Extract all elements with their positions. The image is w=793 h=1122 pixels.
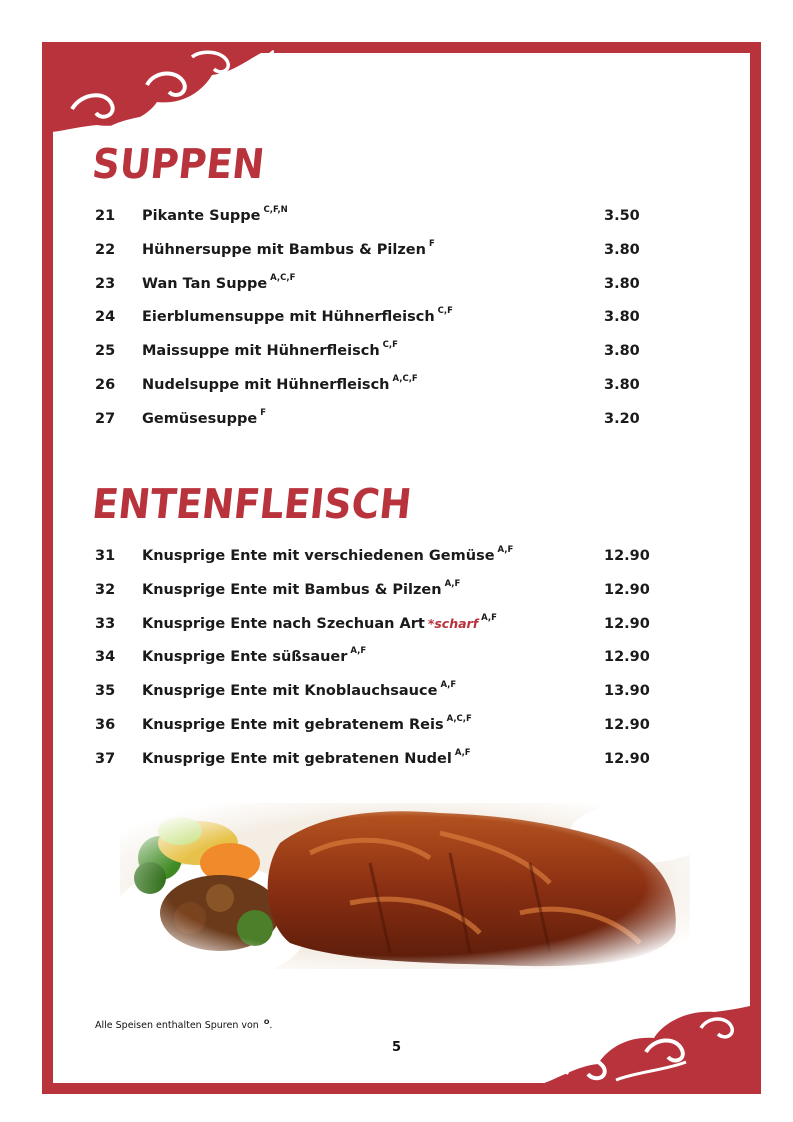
item-price: 3.80 bbox=[604, 241, 640, 258]
item-name-wrap bbox=[142, 306, 453, 326]
item-name: Knusprige Ente süßsauer bbox=[142, 649, 348, 666]
item-number: 25 bbox=[95, 343, 116, 360]
item-price: 3.80 bbox=[604, 309, 640, 326]
allergen-codes: F bbox=[428, 238, 435, 249]
item-name-wrap bbox=[142, 373, 418, 393]
allergen-codes: A,C,F bbox=[392, 373, 418, 384]
section-title-suppen: SUPPEN bbox=[90, 140, 267, 188]
spicy-note: *scharf bbox=[427, 615, 479, 631]
item-name-wrap bbox=[142, 545, 514, 564]
item-number: 36 bbox=[95, 716, 116, 733]
item-price: 12.90 bbox=[604, 615, 650, 632]
item-number: 35 bbox=[95, 683, 116, 700]
item-price: 12.90 bbox=[604, 649, 650, 666]
item-name-wrap bbox=[142, 713, 472, 733]
menu-item bbox=[95, 373, 655, 407]
menu-item bbox=[95, 339, 655, 373]
item-price: 3.80 bbox=[604, 376, 640, 393]
cloud-ornament-icon bbox=[52, 47, 274, 132]
menu-item bbox=[95, 238, 655, 272]
item-name: Knusprige Ente mit gebratenen Nudel bbox=[142, 750, 452, 767]
item-name: Nudelsuppe mit Hühnerfleisch bbox=[142, 376, 390, 393]
item-name-wrap bbox=[142, 646, 367, 666]
footnote-text: Alle Speisen enthalten Spuren von bbox=[95, 1020, 259, 1031]
item-name-wrap bbox=[142, 340, 398, 360]
item-number: 27 bbox=[95, 410, 116, 427]
menu-item bbox=[95, 305, 655, 339]
item-name-wrap bbox=[142, 578, 461, 598]
item-price: 12.90 bbox=[604, 716, 650, 733]
menu-item bbox=[95, 407, 655, 441]
allergen-codes: F bbox=[260, 407, 266, 418]
menu-section-entenfleisch bbox=[95, 544, 655, 781]
item-number: 31 bbox=[95, 548, 116, 564]
item-name: Knusprige Ente mit Bambus & Pilzen bbox=[142, 581, 442, 598]
item-name: Hühnersuppe mit Bambus & Pilzen bbox=[142, 241, 426, 258]
item-name-wrap bbox=[142, 238, 435, 258]
page-number: 5 bbox=[392, 1040, 402, 1055]
item-name: Pikante Suppe bbox=[142, 208, 261, 224]
item-price: 3.20 bbox=[604, 410, 640, 427]
menu-item bbox=[95, 204, 655, 238]
menu-item bbox=[95, 544, 655, 578]
item-price: 12.90 bbox=[604, 581, 650, 598]
cloud-ornament-icon bbox=[536, 1006, 750, 1086]
menu-item bbox=[95, 747, 655, 781]
item-price: 3.80 bbox=[604, 343, 640, 360]
item-name-wrap bbox=[142, 407, 266, 427]
allergen-codes: A,C,F bbox=[270, 272, 296, 283]
item-number: 33 bbox=[95, 615, 116, 632]
allergen-codes: A,F bbox=[497, 545, 514, 555]
item-price: 3.50 bbox=[604, 208, 640, 224]
allergen-codes: A,F bbox=[440, 680, 457, 691]
allergen-codes: C,F,N bbox=[263, 205, 288, 215]
item-price: 3.80 bbox=[604, 275, 640, 292]
item-number: 23 bbox=[95, 275, 116, 292]
menu-item bbox=[95, 578, 655, 612]
footnote-end: . bbox=[269, 1020, 273, 1031]
item-name-wrap bbox=[142, 680, 457, 700]
item-price: 12.90 bbox=[604, 548, 650, 564]
item-price: 13.90 bbox=[604, 683, 650, 700]
item-name-wrap bbox=[142, 205, 288, 224]
allergen-codes: C,F bbox=[437, 306, 453, 317]
item-number: 32 bbox=[95, 581, 116, 598]
menu-item bbox=[95, 272, 655, 306]
allergen-codes: A,F bbox=[350, 646, 367, 657]
allergen-codes: A,F bbox=[454, 747, 471, 758]
menu-item bbox=[95, 645, 655, 679]
item-number: 34 bbox=[95, 649, 116, 666]
item-name-wrap bbox=[142, 272, 296, 292]
menu-section-suppen bbox=[95, 204, 655, 441]
item-name: Knusprige Ente mit gebratenem Reis bbox=[142, 716, 444, 733]
menu-item bbox=[95, 713, 655, 747]
item-name-wrap bbox=[142, 612, 497, 632]
item-number: 24 bbox=[95, 309, 116, 326]
item-name: Knusprige Ente mit verschiedenen Gemüse bbox=[142, 548, 495, 564]
item-number: 22 bbox=[95, 241, 116, 258]
menu-item bbox=[95, 679, 655, 713]
allergen-codes: A,F bbox=[444, 578, 461, 589]
item-name-wrap bbox=[142, 747, 471, 767]
footnote-mark: O bbox=[263, 1018, 270, 1026]
item-name: Knusprige Ente mit Knoblauchsauce bbox=[142, 683, 438, 700]
item-name: Maissuppe mit Hühnerfleisch bbox=[142, 343, 380, 360]
item-number: 21 bbox=[95, 208, 116, 224]
item-number: 26 bbox=[95, 376, 116, 393]
item-price: 12.90 bbox=[604, 750, 650, 767]
item-name: Wan Tan Suppe bbox=[142, 275, 268, 292]
menu-item bbox=[95, 612, 655, 646]
allergen-codes: A,C,F bbox=[446, 713, 472, 724]
item-number: 37 bbox=[95, 750, 116, 767]
section-title-entenfleisch: ENTENFLEISCH bbox=[90, 480, 414, 528]
allergen-footnote bbox=[95, 1020, 272, 1031]
allergen-codes: C,F bbox=[382, 340, 398, 351]
crispy-duck-photo bbox=[120, 803, 690, 969]
item-name: Eierblumensuppe mit Hühnerfleisch bbox=[142, 309, 435, 326]
item-name: Gemüsesuppe bbox=[142, 410, 258, 427]
allergen-codes: A,F bbox=[481, 612, 497, 623]
item-name: Knusprige Ente nach Szechuan Art bbox=[142, 615, 425, 632]
